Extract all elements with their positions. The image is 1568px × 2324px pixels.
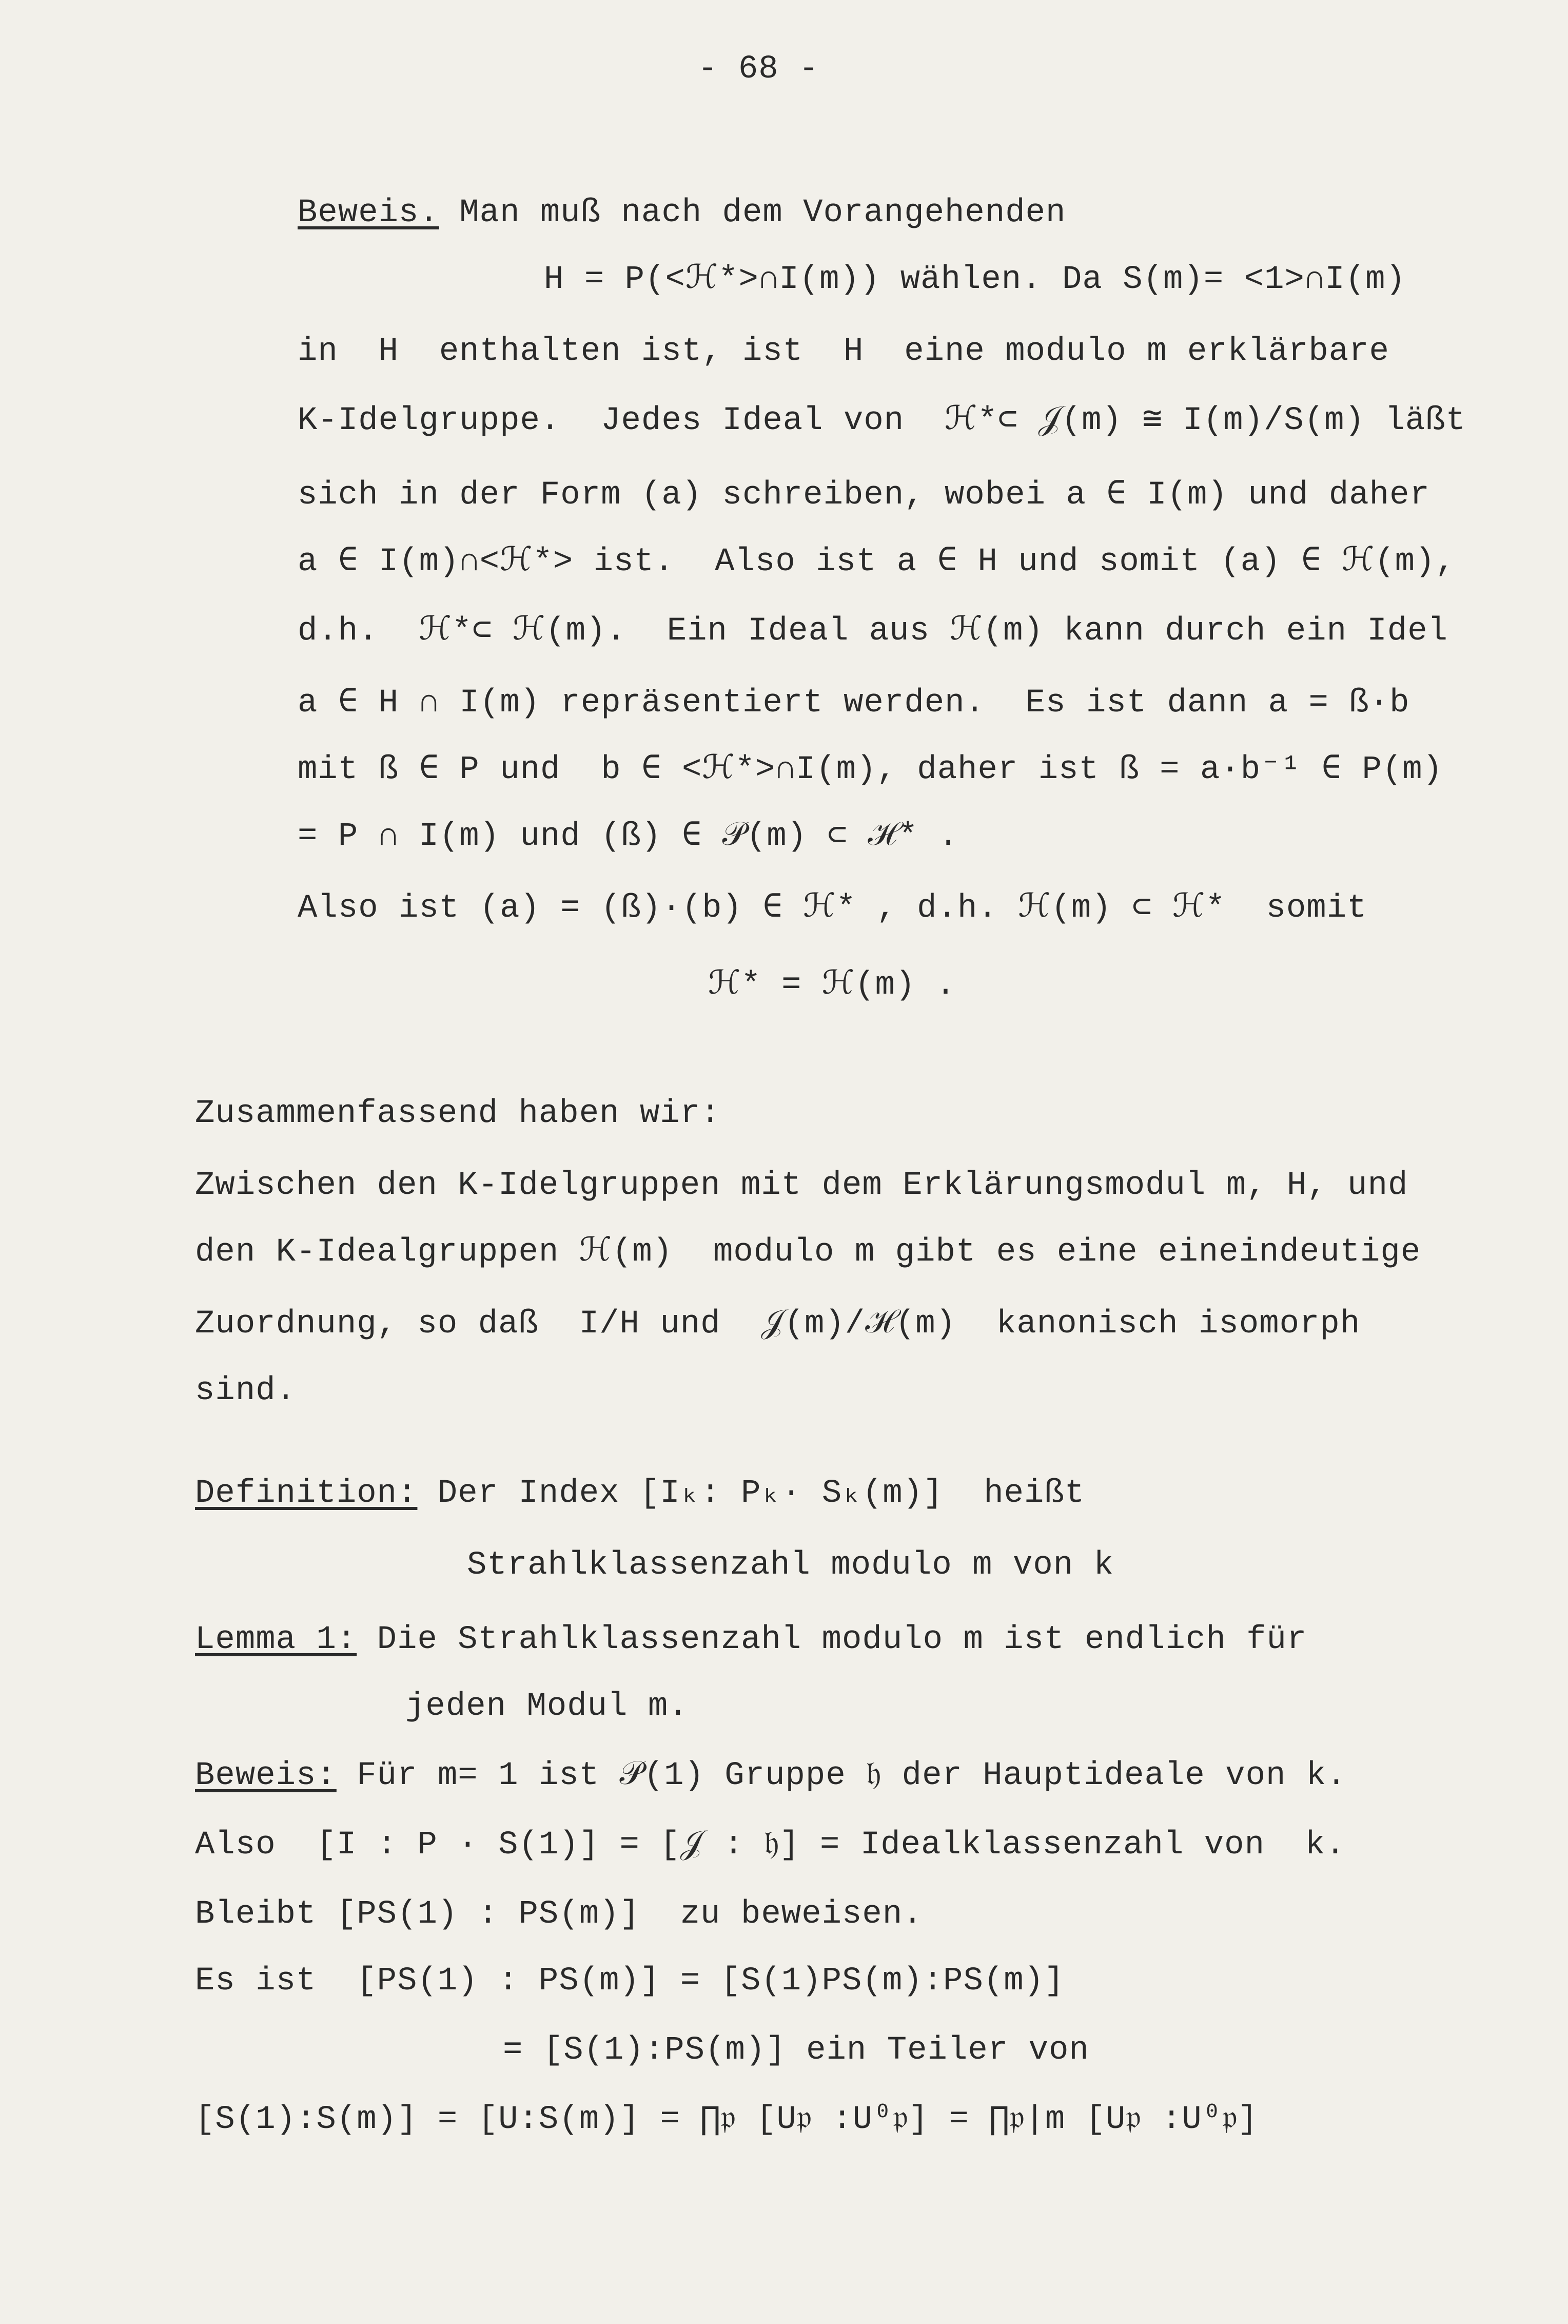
text-line: d.h. ℋ*⊂ ℋ(m). Ein Ideal aus ℋ(m) kann durch ein Idel: [298, 613, 1448, 650]
text-line: Zwischen den K-Idelgruppen mit dem Erklärungsmodul m, H, und: [195, 1167, 1408, 1204]
text-line: Also ist (a) = (ß)·(b) ∈ ℋ* , d.h. ℋ(m) ⊂ ℋ* somit: [298, 890, 1367, 927]
text-line: sind.: [195, 1372, 297, 1409]
text-line: Es ist [PS(1) : PS(m)] = [S(1)PS(m):PS(m)]: [195, 1963, 1065, 2000]
text-line: [298, 192, 1066, 234]
text-line: in H enthalten ist, ist H eine modulo m erklärbare: [298, 333, 1389, 370]
line-text: Man muß nach dem Vorangehenden: [439, 195, 1066, 231]
text-line: ℋ* = ℋ(m) .: [708, 967, 956, 1004]
text-line: Zusammenfassend haben wir:: [195, 1095, 721, 1132]
text-line: [S(1):S(m)] = [U:S(m)] = ∏𝔭 [U𝔭 :U⁰𝔭] = ∏𝔭|m [U𝔭 :U⁰𝔭]: [195, 2101, 1258, 2138]
text-line: mit ß ∈ P und b ∈ <ℋ*>∩I(m), daher ist ß = a·b⁻¹ ∈ P(m): [298, 751, 1443, 788]
proof-label: Beweis.: [298, 195, 439, 231]
text-line: K-Idelgruppe. Jedes Ideal von ℋ*⊂ 𝒥(m) ≅ I(m)/S(m) läßt: [298, 402, 1466, 439]
text-line: a ∈ I(m)∩<ℋ*> ist. Also ist a ∈ H und somit (a) ∈ ℋ(m),: [298, 544, 1456, 580]
text-line: [195, 1619, 1307, 1660]
page-number: - 68 -: [698, 51, 819, 88]
text-line: = P ∩ I(m) und (ß) ∈ 𝒫(m) ⊂ ℋ* .: [298, 818, 959, 855]
text-line: [195, 1755, 1347, 1796]
text-line: Also [I : P · S(1)] = [𝒥 : 𝔥] = Idealklassenzahl von k.: [195, 1827, 1346, 1864]
text-line: sich in der Form (a) schreiben, wobei a ∈ I(m) und daher: [298, 477, 1430, 514]
text-line: jeden Modul m.: [405, 1688, 689, 1725]
text-line: H = P(<ℋ*>∩I(m)) wählen. Da S(m)= <1>∩I(m): [544, 261, 1406, 298]
text-line: Bleibt [PS(1) : PS(m)] zu beweisen.: [195, 1896, 923, 1933]
text-line: Zuordnung, so daß I/H und 𝒥(m)/ℋ(m) kanonisch isomorph: [195, 1306, 1361, 1343]
text-line: den K-Idealgruppen ℋ(m) modulo m gibt es eine eineindeutige: [195, 1234, 1421, 1271]
text-line: a ∈ H ∩ I(m) repräsentiert werden. Es ist dann a = ß·b: [298, 685, 1410, 722]
line-text: Die Strahlklassenzahl modulo m ist endlich für: [357, 1621, 1307, 1658]
text-line: = [S(1):PS(m)] ein Teiler von: [503, 2032, 1089, 2069]
line-text: Der Index [Iₖ: Pₖ· Sₖ(m)] heißt: [417, 1475, 1085, 1512]
definition-label: Definition:: [195, 1475, 418, 1512]
text-line: [195, 1473, 1085, 1514]
lemma-label: Lemma 1:: [195, 1621, 357, 1658]
line-text: Für m= 1 ist 𝒫(1) Gruppe 𝔥 der Hauptideale von k.: [336, 1757, 1347, 1794]
text-line: Strahlklassenzahl modulo m von k: [467, 1547, 1114, 1584]
proof-label: Beweis:: [195, 1757, 337, 1794]
